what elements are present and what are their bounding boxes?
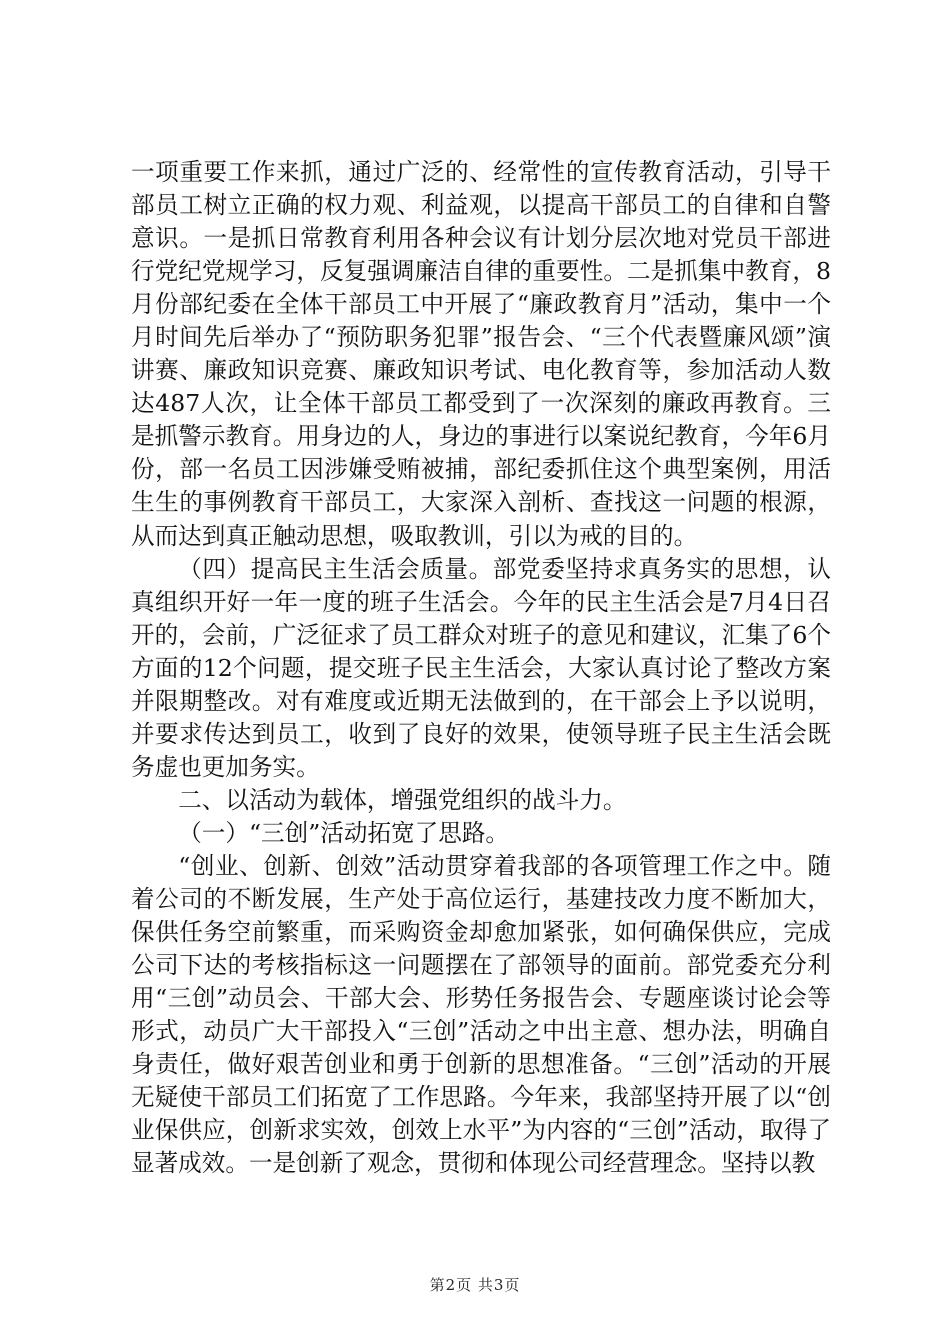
page-footer: 第2页 共3页 [429,1276,521,1294]
paragraph-education-continued: 一项重要工作来抓，通过广泛的、经常性的宣传教育活动，引导干部员工树立正确的权力观、利益观，以提高干部员工的自律和自警意识。一是抓日常教育利用各种会议有计划分层次地对党员干部进行党纪党规学习，反复强调廉洁自律的重要性。二是抓集中教育，8月份部纪委在全体干部员工中开展了“廉政教育月”活动，集中一个月时间先后举办了“预防职务犯罪”报告会、“三个代表暨廉风颂”演讲赛、廉政知识竞赛、廉政知识考试、电化教育等，参加活动人数达487人次，让全体干部员工都受到了一次深刻的廉政再教育。三是抓警示教育。用身边的人，身边的事进行以案说纪教育，今年6月份，部一名员工因涉嫌受贿被捕，部纪委抓住这个典型案例，用活生生的事例教育干部员工，大家深入剖析、查找这一问题的根源，从而达到真正触动思想，吸取教训，引以为戒的目的。 [131,158,831,550]
subsection-heading-one: （一）“三创”活动拓宽了思路。 [178,818,510,847]
document-body [131,156,831,1180]
paragraph-democratic-life-meeting: （四）提高民主生活会质量。部党委坚持求真务实的思想，认真组织开好一年一度的班子生活会。今年的民主生活会是7月4日召开的，会前，广泛征求了员工群众对班子的意见和建议，汇集了6个方面的12个问题，提交班子民主生活会，大家认真讨论了整改方案并限期整改。对有难度或近期无法做到的，在干部会上予以说明，并要求传达到员工，收到了良好的效果，使领导班子民主生活会既务虚也更加务实。 [131,554,831,781]
section-heading-two: 二、以活动为载体，增强党组织的战斗力。 [178,785,627,814]
paragraph-three-innovations: “创业、创新、创效”活动贯穿着我部的各项管理工作之中。随着公司的不断发展，生产处于高位运行，基建技改力度不断加大，保供任务空前繁重，而采购资金却愈加紧张，如何确保供应，完成公司下达的考核指标这一问题摆在了部领导的面前。部党委充分利用“三创”动员会、干部大会、形势任务报告会、专题座谈讨论会等形式，动员广大干部投入“三创”活动之中出主意、想办法，明确自身责任，做好艰苦创业和勇于创新的思想准备。“三创”活动的开展无疑使干部员工们拓宽了工作思路。今年来，我部坚持开展了以“创业保供应，创新求实效，创效上水平”为内容的“三创”活动，取得了显著成效。一是创新了观念，贯彻和体现公司经营理念。坚持以教 [131,851,831,1178]
